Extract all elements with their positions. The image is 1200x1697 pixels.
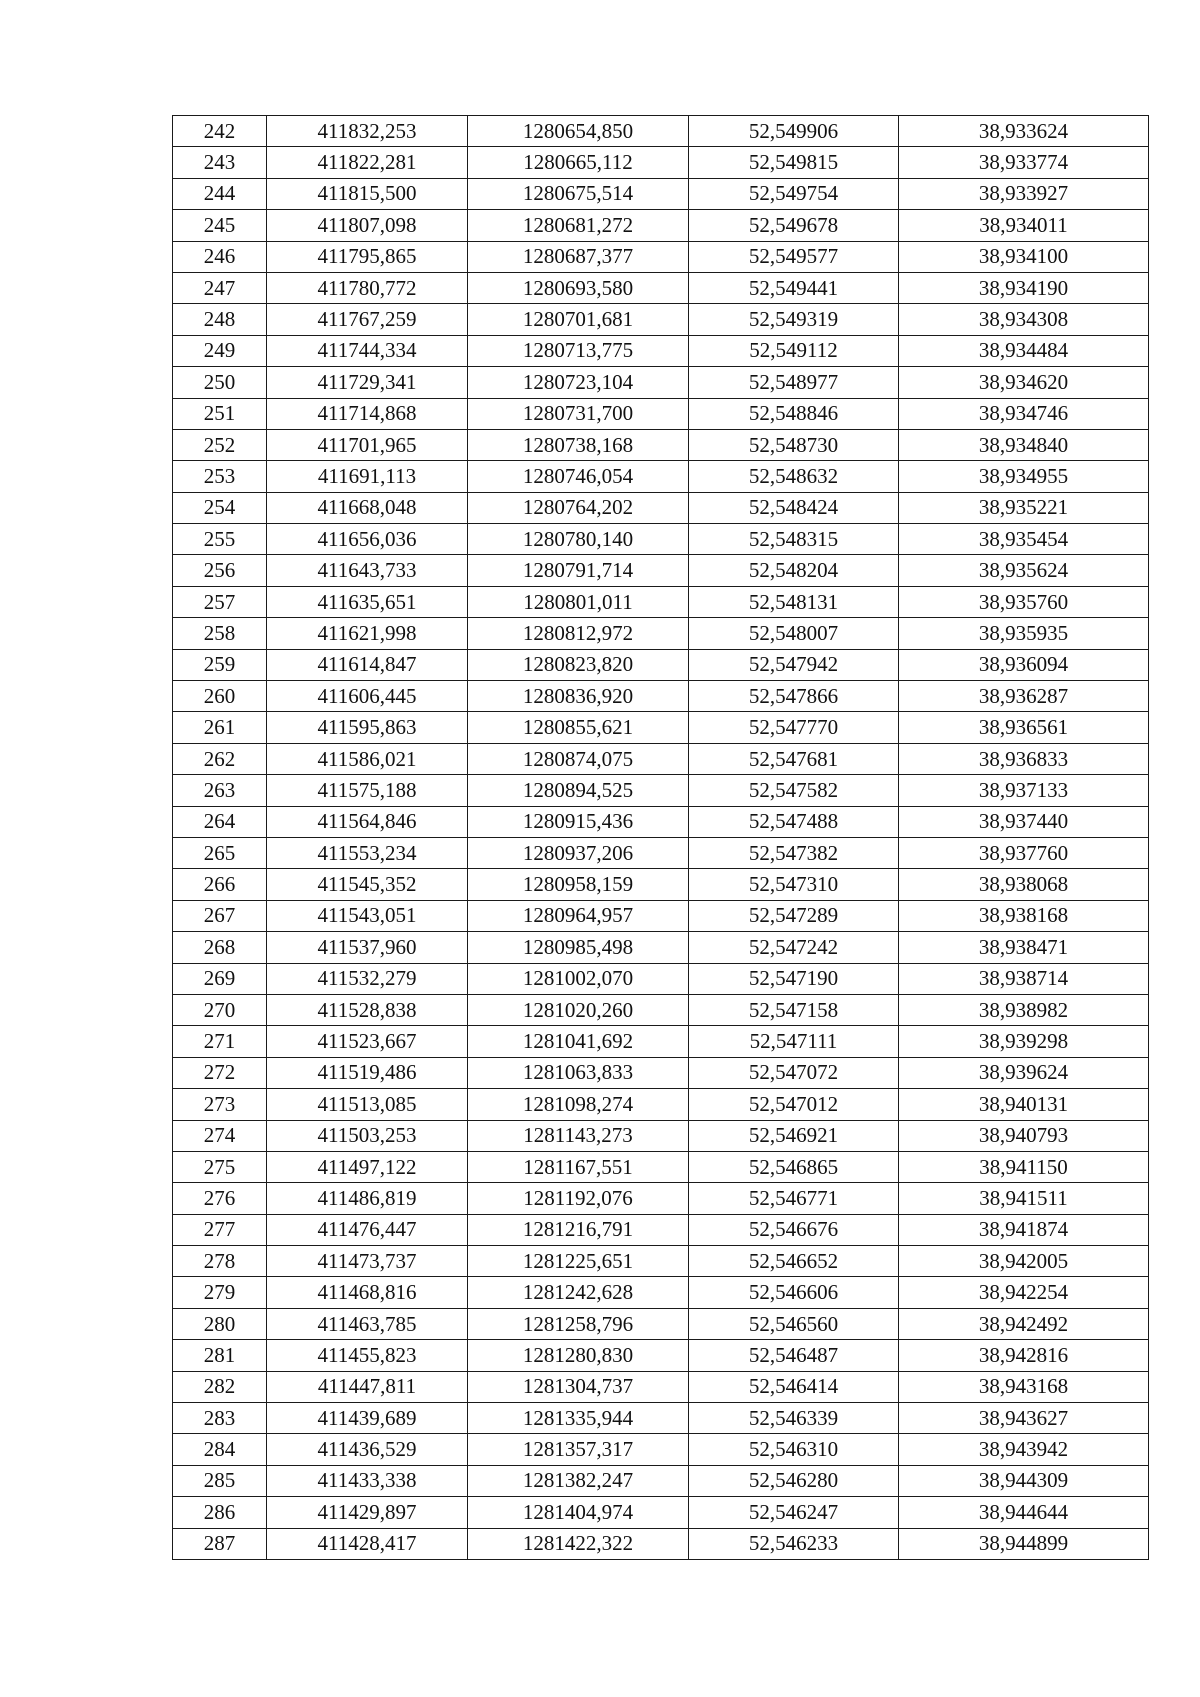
table-row — [173, 461, 1149, 492]
y-coordinate-cell: 1281002,070 — [468, 963, 689, 994]
table-row — [173, 1026, 1149, 1057]
longitude-cell: 38,936287 — [899, 681, 1149, 712]
latitude-cell: 52,547942 — [689, 649, 899, 680]
x-coordinate-cell: 411795,865 — [267, 241, 468, 272]
point-number-cell: 262 — [173, 743, 267, 774]
y-coordinate-cell: 1280746,054 — [468, 461, 689, 492]
x-coordinate-cell: 411586,021 — [267, 743, 468, 774]
y-coordinate-cell: 1280693,580 — [468, 272, 689, 303]
x-coordinate-cell: 411553,234 — [267, 837, 468, 868]
point-number-cell: 246 — [173, 241, 267, 272]
y-coordinate-cell: 1280836,920 — [468, 681, 689, 712]
x-coordinate-cell: 411486,819 — [267, 1183, 468, 1214]
y-coordinate-cell: 1281143,273 — [468, 1120, 689, 1151]
table-row — [173, 586, 1149, 617]
x-coordinate-cell: 411436,529 — [267, 1434, 468, 1465]
table-row — [173, 492, 1149, 523]
x-coordinate-cell: 411606,445 — [267, 681, 468, 712]
point-number-cell: 271 — [173, 1026, 267, 1057]
longitude-cell: 38,938982 — [899, 994, 1149, 1025]
longitude-cell: 38,933927 — [899, 178, 1149, 209]
y-coordinate-cell: 1281404,974 — [468, 1497, 689, 1528]
longitude-cell: 38,934308 — [899, 304, 1149, 335]
x-coordinate-cell: 411473,737 — [267, 1246, 468, 1277]
longitude-cell: 38,944899 — [899, 1528, 1149, 1559]
y-coordinate-cell: 1281280,830 — [468, 1340, 689, 1371]
longitude-cell: 38,941511 — [899, 1183, 1149, 1214]
coordinates-table — [172, 115, 1149, 1560]
latitude-cell: 52,548204 — [689, 555, 899, 586]
point-number-cell: 282 — [173, 1371, 267, 1402]
longitude-cell: 38,934011 — [899, 210, 1149, 241]
longitude-cell: 38,934100 — [899, 241, 1149, 272]
coordinates-table-body — [173, 116, 1149, 1560]
x-coordinate-cell: 411447,811 — [267, 1371, 468, 1402]
longitude-cell: 38,933624 — [899, 116, 1149, 147]
y-coordinate-cell: 1280801,011 — [468, 586, 689, 617]
table-row — [173, 1183, 1149, 1214]
longitude-cell: 38,935221 — [899, 492, 1149, 523]
point-number-cell: 244 — [173, 178, 267, 209]
longitude-cell: 38,934484 — [899, 335, 1149, 366]
latitude-cell: 52,547488 — [689, 806, 899, 837]
x-coordinate-cell: 411497,122 — [267, 1151, 468, 1182]
longitude-cell: 38,935935 — [899, 618, 1149, 649]
latitude-cell: 52,549678 — [689, 210, 899, 241]
x-coordinate-cell: 411513,085 — [267, 1089, 468, 1120]
longitude-cell: 38,939298 — [899, 1026, 1149, 1057]
table-row — [173, 1403, 1149, 1434]
x-coordinate-cell: 411543,051 — [267, 900, 468, 931]
point-number-cell: 243 — [173, 147, 267, 178]
longitude-cell: 38,935454 — [899, 524, 1149, 555]
longitude-cell: 38,933774 — [899, 147, 1149, 178]
longitude-cell: 38,936833 — [899, 743, 1149, 774]
table-row — [173, 272, 1149, 303]
longitude-cell: 38,943942 — [899, 1434, 1149, 1465]
latitude-cell: 52,549319 — [689, 304, 899, 335]
latitude-cell: 52,546280 — [689, 1465, 899, 1496]
table-row — [173, 1528, 1149, 1559]
point-number-cell: 245 — [173, 210, 267, 241]
x-coordinate-cell: 411433,338 — [267, 1465, 468, 1496]
longitude-cell: 38,938714 — [899, 963, 1149, 994]
point-number-cell: 272 — [173, 1057, 267, 1088]
latitude-cell: 52,546339 — [689, 1403, 899, 1434]
table-row — [173, 1340, 1149, 1371]
latitude-cell: 52,549441 — [689, 272, 899, 303]
x-coordinate-cell: 411701,965 — [267, 429, 468, 460]
point-number-cell: 257 — [173, 586, 267, 617]
table-row — [173, 367, 1149, 398]
longitude-cell: 38,938068 — [899, 869, 1149, 900]
x-coordinate-cell: 411691,113 — [267, 461, 468, 492]
point-number-cell: 249 — [173, 335, 267, 366]
y-coordinate-cell: 1280937,206 — [468, 837, 689, 868]
y-coordinate-cell: 1280701,681 — [468, 304, 689, 335]
x-coordinate-cell: 411656,036 — [267, 524, 468, 555]
x-coordinate-cell: 411815,500 — [267, 178, 468, 209]
point-number-cell: 263 — [173, 775, 267, 806]
latitude-cell: 52,548007 — [689, 618, 899, 649]
table-row — [173, 116, 1149, 147]
latitude-cell: 52,548315 — [689, 524, 899, 555]
point-number-cell: 252 — [173, 429, 267, 460]
x-coordinate-cell: 411532,279 — [267, 963, 468, 994]
longitude-cell: 38,938471 — [899, 932, 1149, 963]
table-row — [173, 1151, 1149, 1182]
table-row — [173, 1120, 1149, 1151]
y-coordinate-cell: 1281422,322 — [468, 1528, 689, 1559]
table-row — [173, 994, 1149, 1025]
latitude-cell: 52,548424 — [689, 492, 899, 523]
y-coordinate-cell: 1280723,104 — [468, 367, 689, 398]
latitude-cell: 52,547582 — [689, 775, 899, 806]
table-row — [173, 681, 1149, 712]
longitude-cell: 38,934840 — [899, 429, 1149, 460]
table-row — [173, 429, 1149, 460]
y-coordinate-cell: 1280958,159 — [468, 869, 689, 900]
latitude-cell: 52,546247 — [689, 1497, 899, 1528]
table-row — [173, 304, 1149, 335]
longitude-cell: 38,942005 — [899, 1246, 1149, 1277]
table-row — [173, 178, 1149, 209]
point-number-cell: 286 — [173, 1497, 267, 1528]
latitude-cell: 52,549815 — [689, 147, 899, 178]
point-number-cell: 256 — [173, 555, 267, 586]
longitude-cell: 38,938168 — [899, 900, 1149, 931]
y-coordinate-cell: 1281335,944 — [468, 1403, 689, 1434]
x-coordinate-cell: 411545,352 — [267, 869, 468, 900]
table-row — [173, 398, 1149, 429]
y-coordinate-cell: 1280855,621 — [468, 712, 689, 743]
point-number-cell: 275 — [173, 1151, 267, 1182]
latitude-cell: 52,546921 — [689, 1120, 899, 1151]
longitude-cell: 38,942254 — [899, 1277, 1149, 1308]
point-number-cell: 254 — [173, 492, 267, 523]
y-coordinate-cell: 1280687,377 — [468, 241, 689, 272]
table-row — [173, 241, 1149, 272]
point-number-cell: 287 — [173, 1528, 267, 1559]
point-number-cell: 248 — [173, 304, 267, 335]
longitude-cell: 38,936561 — [899, 712, 1149, 743]
table-row — [173, 210, 1149, 241]
latitude-cell: 52,549906 — [689, 116, 899, 147]
y-coordinate-cell: 1281258,796 — [468, 1308, 689, 1339]
y-coordinate-cell: 1280894,525 — [468, 775, 689, 806]
table-row — [173, 712, 1149, 743]
x-coordinate-cell: 411635,651 — [267, 586, 468, 617]
y-coordinate-cell: 1281167,551 — [468, 1151, 689, 1182]
point-number-cell: 269 — [173, 963, 267, 994]
point-number-cell: 265 — [173, 837, 267, 868]
y-coordinate-cell: 1280985,498 — [468, 932, 689, 963]
x-coordinate-cell: 411463,785 — [267, 1308, 468, 1339]
point-number-cell: 266 — [173, 869, 267, 900]
x-coordinate-cell: 411767,259 — [267, 304, 468, 335]
y-coordinate-cell: 1281063,833 — [468, 1057, 689, 1088]
y-coordinate-cell: 1280964,957 — [468, 900, 689, 931]
y-coordinate-cell: 1280764,202 — [468, 492, 689, 523]
x-coordinate-cell: 411668,048 — [267, 492, 468, 523]
y-coordinate-cell: 1280791,714 — [468, 555, 689, 586]
table-row — [173, 1497, 1149, 1528]
table-row — [173, 618, 1149, 649]
point-number-cell: 268 — [173, 932, 267, 963]
latitude-cell: 52,547310 — [689, 869, 899, 900]
table-row — [173, 743, 1149, 774]
table-row — [173, 963, 1149, 994]
table-row — [173, 1434, 1149, 1465]
x-coordinate-cell: 411807,098 — [267, 210, 468, 241]
y-coordinate-cell: 1280915,436 — [468, 806, 689, 837]
table-row — [173, 1246, 1149, 1277]
x-coordinate-cell: 411832,253 — [267, 116, 468, 147]
latitude-cell: 52,547072 — [689, 1057, 899, 1088]
latitude-cell: 52,547289 — [689, 900, 899, 931]
longitude-cell: 38,934746 — [899, 398, 1149, 429]
y-coordinate-cell: 1280731,700 — [468, 398, 689, 429]
point-number-cell: 277 — [173, 1214, 267, 1245]
point-number-cell: 273 — [173, 1089, 267, 1120]
point-number-cell: 251 — [173, 398, 267, 429]
table-row — [173, 555, 1149, 586]
x-coordinate-cell: 411744,334 — [267, 335, 468, 366]
x-coordinate-cell: 411614,847 — [267, 649, 468, 680]
x-coordinate-cell: 411714,868 — [267, 398, 468, 429]
table-row — [173, 1371, 1149, 1402]
longitude-cell: 38,937760 — [899, 837, 1149, 868]
table-row — [173, 1308, 1149, 1339]
x-coordinate-cell: 411428,417 — [267, 1528, 468, 1559]
y-coordinate-cell: 1281382,247 — [468, 1465, 689, 1496]
y-coordinate-cell: 1281216,791 — [468, 1214, 689, 1245]
x-coordinate-cell: 411429,897 — [267, 1497, 468, 1528]
latitude-cell: 52,547111 — [689, 1026, 899, 1057]
table-row — [173, 1277, 1149, 1308]
y-coordinate-cell: 1281041,692 — [468, 1026, 689, 1057]
table-row — [173, 775, 1149, 806]
latitude-cell: 52,547190 — [689, 963, 899, 994]
point-number-cell: 242 — [173, 116, 267, 147]
y-coordinate-cell: 1280823,820 — [468, 649, 689, 680]
x-coordinate-cell: 411575,188 — [267, 775, 468, 806]
point-number-cell: 279 — [173, 1277, 267, 1308]
point-number-cell: 285 — [173, 1465, 267, 1496]
x-coordinate-cell: 411643,733 — [267, 555, 468, 586]
point-number-cell: 280 — [173, 1308, 267, 1339]
latitude-cell: 52,546652 — [689, 1246, 899, 1277]
latitude-cell: 52,548846 — [689, 398, 899, 429]
y-coordinate-cell: 1280874,075 — [468, 743, 689, 774]
x-coordinate-cell: 411523,667 — [267, 1026, 468, 1057]
longitude-cell: 38,941150 — [899, 1151, 1149, 1182]
latitude-cell: 52,546560 — [689, 1308, 899, 1339]
latitude-cell: 52,547770 — [689, 712, 899, 743]
latitude-cell: 52,549754 — [689, 178, 899, 209]
longitude-cell: 38,934620 — [899, 367, 1149, 398]
latitude-cell: 52,549112 — [689, 335, 899, 366]
longitude-cell: 38,939624 — [899, 1057, 1149, 1088]
longitude-cell: 38,940131 — [899, 1089, 1149, 1120]
table-row — [173, 335, 1149, 366]
latitude-cell: 52,546676 — [689, 1214, 899, 1245]
x-coordinate-cell: 411439,689 — [267, 1403, 468, 1434]
point-number-cell: 281 — [173, 1340, 267, 1371]
point-number-cell: 247 — [173, 272, 267, 303]
longitude-cell: 38,937133 — [899, 775, 1149, 806]
point-number-cell: 270 — [173, 994, 267, 1025]
y-coordinate-cell: 1280738,168 — [468, 429, 689, 460]
x-coordinate-cell: 411528,838 — [267, 994, 468, 1025]
x-coordinate-cell: 411595,863 — [267, 712, 468, 743]
point-number-cell: 267 — [173, 900, 267, 931]
latitude-cell: 52,547242 — [689, 932, 899, 963]
point-number-cell: 278 — [173, 1246, 267, 1277]
longitude-cell: 38,944644 — [899, 1497, 1149, 1528]
longitude-cell: 38,935760 — [899, 586, 1149, 617]
point-number-cell: 259 — [173, 649, 267, 680]
longitude-cell: 38,936094 — [899, 649, 1149, 680]
latitude-cell: 52,549577 — [689, 241, 899, 272]
point-number-cell: 283 — [173, 1403, 267, 1434]
x-coordinate-cell: 411780,772 — [267, 272, 468, 303]
x-coordinate-cell: 411537,960 — [267, 932, 468, 963]
x-coordinate-cell: 411729,341 — [267, 367, 468, 398]
table-row — [173, 900, 1149, 931]
x-coordinate-cell: 411468,816 — [267, 1277, 468, 1308]
table-row — [173, 869, 1149, 900]
latitude-cell: 52,546414 — [689, 1371, 899, 1402]
y-coordinate-cell: 1280681,272 — [468, 210, 689, 241]
point-number-cell: 253 — [173, 461, 267, 492]
y-coordinate-cell: 1281020,260 — [468, 994, 689, 1025]
y-coordinate-cell: 1280665,112 — [468, 147, 689, 178]
point-number-cell: 255 — [173, 524, 267, 555]
x-coordinate-cell: 411455,823 — [267, 1340, 468, 1371]
latitude-cell: 52,548977 — [689, 367, 899, 398]
longitude-cell: 38,934190 — [899, 272, 1149, 303]
table-row — [173, 932, 1149, 963]
latitude-cell: 52,548730 — [689, 429, 899, 460]
longitude-cell: 38,934955 — [899, 461, 1149, 492]
longitude-cell: 38,942492 — [899, 1308, 1149, 1339]
longitude-cell: 38,941874 — [899, 1214, 1149, 1245]
x-coordinate-cell: 411564,846 — [267, 806, 468, 837]
x-coordinate-cell: 411503,253 — [267, 1120, 468, 1151]
y-coordinate-cell: 1281304,737 — [468, 1371, 689, 1402]
point-number-cell: 260 — [173, 681, 267, 712]
x-coordinate-cell: 411476,447 — [267, 1214, 468, 1245]
table-row — [173, 649, 1149, 680]
latitude-cell: 52,548632 — [689, 461, 899, 492]
latitude-cell: 52,546310 — [689, 1434, 899, 1465]
y-coordinate-cell: 1281098,274 — [468, 1089, 689, 1120]
longitude-cell: 38,944309 — [899, 1465, 1149, 1496]
table-row — [173, 1214, 1149, 1245]
y-coordinate-cell: 1281242,628 — [468, 1277, 689, 1308]
longitude-cell: 38,943168 — [899, 1371, 1149, 1402]
latitude-cell: 52,546487 — [689, 1340, 899, 1371]
x-coordinate-cell: 411822,281 — [267, 147, 468, 178]
latitude-cell: 52,546771 — [689, 1183, 899, 1214]
point-number-cell: 274 — [173, 1120, 267, 1151]
latitude-cell: 52,547158 — [689, 994, 899, 1025]
y-coordinate-cell: 1280654,850 — [468, 116, 689, 147]
longitude-cell: 38,935624 — [899, 555, 1149, 586]
latitude-cell: 52,546233 — [689, 1528, 899, 1559]
table-row — [173, 837, 1149, 868]
longitude-cell: 38,937440 — [899, 806, 1149, 837]
longitude-cell: 38,943627 — [899, 1403, 1149, 1434]
longitude-cell: 38,942816 — [899, 1340, 1149, 1371]
table-row — [173, 806, 1149, 837]
y-coordinate-cell: 1281192,076 — [468, 1183, 689, 1214]
table-row — [173, 1465, 1149, 1496]
table-row — [173, 1057, 1149, 1088]
y-coordinate-cell: 1281357,317 — [468, 1434, 689, 1465]
point-number-cell: 258 — [173, 618, 267, 649]
y-coordinate-cell: 1280812,972 — [468, 618, 689, 649]
latitude-cell: 52,547866 — [689, 681, 899, 712]
x-coordinate-cell: 411621,998 — [267, 618, 468, 649]
point-number-cell: 261 — [173, 712, 267, 743]
latitude-cell: 52,546865 — [689, 1151, 899, 1182]
latitude-cell: 52,547012 — [689, 1089, 899, 1120]
table-row — [173, 1089, 1149, 1120]
point-number-cell: 276 — [173, 1183, 267, 1214]
x-coordinate-cell: 411519,486 — [267, 1057, 468, 1088]
point-number-cell: 264 — [173, 806, 267, 837]
table-row — [173, 524, 1149, 555]
latitude-cell: 52,546606 — [689, 1277, 899, 1308]
y-coordinate-cell: 1281225,651 — [468, 1246, 689, 1277]
latitude-cell: 52,547382 — [689, 837, 899, 868]
y-coordinate-cell: 1280780,140 — [468, 524, 689, 555]
latitude-cell: 52,547681 — [689, 743, 899, 774]
latitude-cell: 52,548131 — [689, 586, 899, 617]
point-number-cell: 250 — [173, 367, 267, 398]
longitude-cell: 38,940793 — [899, 1120, 1149, 1151]
table-row — [173, 147, 1149, 178]
y-coordinate-cell: 1280675,514 — [468, 178, 689, 209]
y-coordinate-cell: 1280713,775 — [468, 335, 689, 366]
point-number-cell: 284 — [173, 1434, 267, 1465]
